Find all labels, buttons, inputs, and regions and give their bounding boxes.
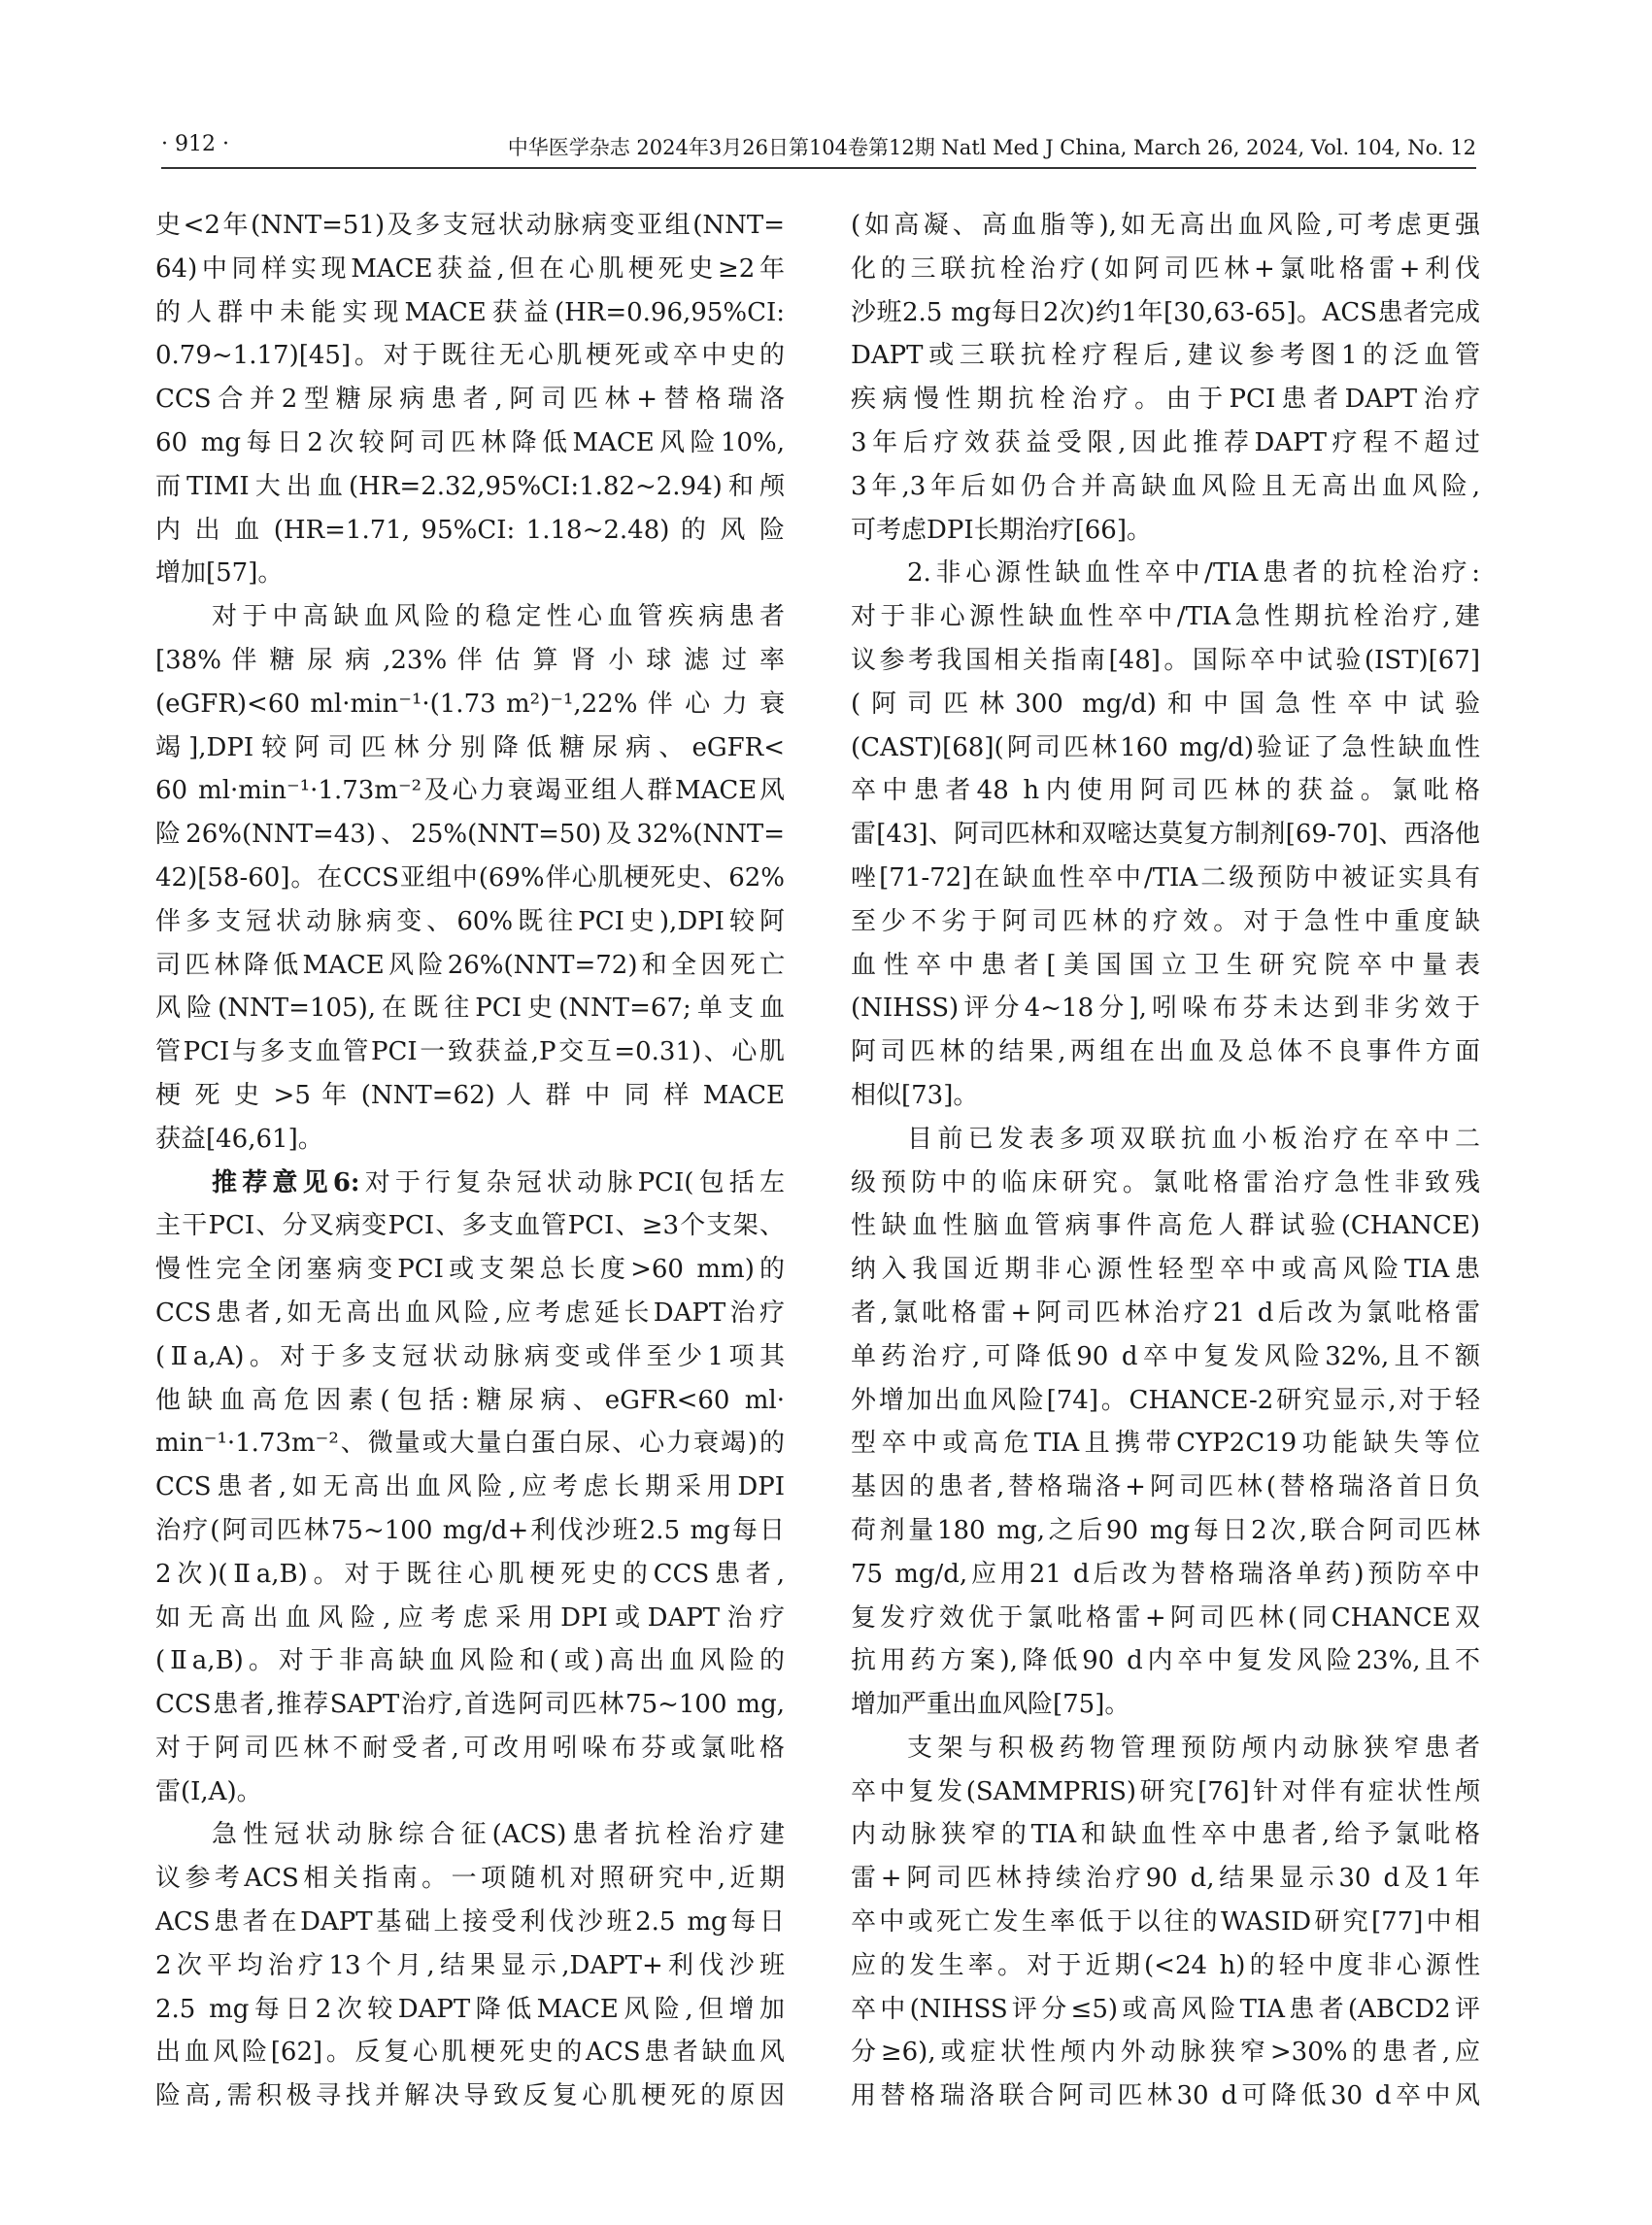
text-line: (阿司匹林300 mg/d)和中国急性卒中试验	[851, 689, 1480, 719]
text-line: 梗 死 史 >5 年 (NNT=62) 人 群 中 同 样 MACE	[155, 1080, 785, 1110]
text-line: 增加[57]。	[155, 558, 284, 589]
text-line: 内动脉狭窄的TIA和缺血性卒中患者,给予氯吡格	[851, 1820, 1480, 1850]
text-line: 史<2年(NNT=51)及多支冠状动脉病变亚组(NNT=	[155, 211, 785, 240]
text-line: 阿司匹林的结果,两组在出血及总体不良事件方面	[851, 1037, 1480, 1067]
right-column	[851, 204, 1480, 2118]
text-line: 如无高出血风险,应考虑采用DPI或DAPT治疗	[155, 1602, 785, 1633]
text-line: 疾病慢性期抗栓治疗。由于PCI患者DAPT治疗	[851, 385, 1480, 415]
text-line: 内 出 血 (HR=1.71, 95%CI: 1.18~2.48) 的 风 险	[155, 515, 785, 545]
text-line: 推荐意见6:对于行复杂冠状动脉PCI(包括左	[212, 1167, 785, 1197]
text-line: 荷剂量180 mg,之后90 mg每日2次,联合阿司匹林	[851, 1515, 1480, 1545]
text-line: 卒中患者48 h内使用阿司匹林的获益。氯吡格	[851, 776, 1480, 806]
text-line: 3年后疗效获益受限,因此推荐DAPT疗程不超过	[851, 427, 1480, 457]
text-line: 可考虑DPI长期治疗[66]。	[851, 515, 1152, 545]
text-line: 基因的患者,替格瑞洛+阿司匹林(替格瑞洛首日负	[851, 1472, 1480, 1502]
text-line: 分≥6),或症状性颅内外动脉狭窄>30%的患者,应	[851, 2038, 1480, 2068]
text-line: 而TIMI大出血(HR=2.32,95%CI:1.82~2.94)和颅	[155, 471, 785, 501]
text-line: 复发疗效优于氯吡格雷+阿司匹林(同CHANCE双	[851, 1602, 1480, 1633]
text-line: (Ⅱa,B)。对于非高缺血风险和(或)高出血风险的	[155, 1646, 785, 1676]
text-line: 应的发生率。对于近期(<24 h)的轻中度非心源性	[851, 1950, 1480, 1980]
text-line: CCS合并2型糖尿病患者,阿司匹林+替格瑞洛	[155, 385, 785, 415]
text-line: 主干PCI、分叉病变PCI、多支血管PCI、≥3个支架、	[155, 1211, 785, 1241]
text-line: 雷[43]、阿司匹林和双嘧达莫复方制剂[69-70]、西洛他	[851, 820, 1480, 850]
text-line: 42)[58-60]。在CCS亚组中(69%伴心肌梗死史、62%	[155, 862, 785, 893]
text-line: 风险(NNT=105),在既往PCI史(NNT=67;单支血	[155, 994, 785, 1024]
text-line: 雷+阿司匹林持续治疗90 d,结果显示30 d及1年	[851, 1864, 1480, 1894]
running-head: 中华医学杂志 2024年3月26日第104卷第12期 Natl Med J China, March 26, 2024, Vol. 104, No. 12	[507, 136, 1476, 159]
text-line: 2.5 mg每日2次较DAPT降低MACE风险,但增加	[155, 1994, 785, 2024]
text-line: 急性冠状动脉综合征(ACS)患者抗栓治疗建	[212, 1820, 785, 1850]
text-line: 对于阿司匹林不耐受者,可改用吲哚布芬或氯吡格	[155, 1733, 785, 1763]
text-line: 64)中同样实现MACE获益,但在心肌梗死史≥2年	[155, 253, 785, 284]
text-line: 3年,3年后如仍合并高缺血风险且无高出血风险,	[851, 471, 1480, 501]
text-line: ACS患者在DAPT基础上接受利伐沙班2.5 mg每日	[155, 1907, 785, 1938]
text-line: 他缺血高危因素(包括:糖尿病、eGFR<60 ml·	[155, 1385, 785, 1415]
text-line: 卒中(NIHSS评分≤5)或高风险TIA患者(ABCD2评	[851, 1994, 1480, 2024]
text-line: 目前已发表多项双联抗血小板治疗在卒中二	[907, 1124, 1480, 1154]
text-line: 2次平均治疗13个月,结果显示,DAPT+利伐沙班	[155, 1950, 785, 1980]
text-line: (NIHSS)评分4~18分],吲哚布芬未达到非劣效于	[851, 994, 1480, 1024]
page-header	[161, 132, 1476, 163]
text-line: 0.79~1.17)[45]。对于既往无心肌梗死或卒中史的	[155, 341, 785, 371]
text-line: CCS患者,如无高出血风险,应考虑长期采用DPI	[155, 1472, 785, 1502]
text-line: 外增加出血风险[74]。CHANCE-2研究显示,对于轻	[851, 1385, 1480, 1415]
text-line: 管PCI与多支血管PCI一致获益,P交互=0.31)、心肌	[155, 1037, 785, 1067]
text-line: (如高凝、高血脂等),如无高出血风险,可考虑更强	[851, 211, 1480, 240]
text-line: 对于中高缺血风险的稳定性心血管疾病患者	[212, 602, 785, 632]
text-line: (eGFR)<60 ml·min⁻¹·(1.73 m²)⁻¹,22% 伴 心 力 衰	[155, 689, 785, 719]
text-line: 型卒中或高危TIA且携带CYP2C19功能缺失等位	[851, 1429, 1480, 1459]
text-line: 司匹林降低MACE风险26%(NNT=72)和全因死亡	[155, 950, 785, 980]
text-line: 支架与积极药物管理预防颅内动脉狭窄患者	[907, 1733, 1480, 1763]
text-line: 的人群中未能实现MACE获益(HR=0.96,95%CI:	[155, 297, 785, 327]
text-line: 议参考ACS相关指南。一项随机对照研究中,近期	[155, 1864, 785, 1894]
text-line: 对于非心源性缺血性卒中/TIA急性期抗栓治疗,建	[851, 602, 1480, 632]
text-line: CCS患者,如无高出血风险,应考虑延长DAPT治疗	[155, 1298, 785, 1328]
text-line: 卒中复发(SAMMPRIS)研究[76]针对伴有症状性颅	[851, 1776, 1480, 1806]
text-line: 唑[71-72]在缺血性卒中/TIA二级预防中被证实具有	[851, 862, 1480, 893]
text-line: 治疗(阿司匹林75~100 mg/d+利伐沙班2.5 mg每日	[155, 1515, 785, 1545]
text-line: DAPT或三联抗栓疗程后,建议参考图1的泛血管	[851, 341, 1480, 371]
text-line: 60 ml·min⁻¹·1.73m⁻²及心力衰竭亚组人群MACE风	[155, 776, 785, 806]
text-line: 卒中或死亡发生率低于以往的WASID研究[77]中相	[851, 1907, 1480, 1938]
text-line: 用替格瑞洛联合阿司匹林30 d可降低30 d卒中风	[851, 2081, 1480, 2111]
text-line: [38% 伴 糖 尿 病 ,23% 伴 估 算 肾 小 球 滤 过 率	[155, 645, 785, 675]
text-line: 纳入我国近期非心源性轻型卒中或高风险TIA患	[851, 1255, 1480, 1285]
text-line: 议参考我国相关指南[48]。国际卒中试验(IST)[67]	[851, 645, 1480, 675]
text-line: 级预防中的临床研究。氯吡格雷治疗急性非致残	[851, 1167, 1480, 1197]
text-line: 出血风险[62]。反复心肌梗死史的ACS患者缺血风	[155, 2038, 785, 2068]
text-line: 增加严重出血风险[75]。	[851, 1690, 1130, 1720]
text-line: 慢性完全闭塞病变PCI或支架总长度>60 mm)的	[155, 1255, 785, 1285]
text-line: 获益[46,61]。	[155, 1124, 323, 1154]
text-line: 者,氯吡格雷+阿司匹林治疗21 d后改为氯吡格雷	[851, 1298, 1480, 1328]
text-line: 沙班2.5 mg每日2次)约1年[30,63-65]。ACS患者完成	[851, 297, 1480, 327]
text-line: 血性卒中患者[美国国立卫生研究院卒中量表	[851, 950, 1480, 980]
page-number: · 912 ·	[161, 132, 229, 156]
text-line: (CAST)[68](阿司匹林160 mg/d)验证了急性缺血性	[851, 732, 1480, 762]
text-line: 险高,需积极寻找并解决导致反复心肌梗死的原因	[155, 2081, 785, 2111]
text-line: 2.非心源性缺血性卒中/TIA患者的抗栓治疗:	[907, 558, 1480, 589]
text-line: (Ⅱa,A)。对于多支冠状动脉病变或伴至少1项其	[155, 1341, 785, 1371]
text-line: 75 mg/d,应用21 d后改为替格瑞洛单药)预防卒中	[851, 1559, 1480, 1589]
text-line: 相似[73]。	[851, 1080, 979, 1110]
text-line: 至少不劣于阿司匹林的疗效。对于急性中重度缺	[851, 906, 1480, 936]
text-line: 性缺血性脑血管病事件高危人群试验(CHANCE)	[851, 1211, 1480, 1241]
header-rule	[161, 167, 1476, 169]
text-line: CCS患者,推荐SAPT治疗,首选阿司匹林75~100 mg,	[155, 1690, 785, 1720]
text-line: 雷(Ⅰ,A)。	[155, 1776, 262, 1806]
left-column	[155, 204, 785, 2118]
text-line: 化的三联抗栓治疗(如阿司匹林+氯吡格雷+利伐	[851, 253, 1480, 284]
text-line: 60 mg每日2次较阿司匹林降低MACE风险10%,	[155, 427, 785, 457]
text-line: 单药治疗,可降低90 d卒中复发风险32%,且不额	[851, 1341, 1480, 1371]
text-line: min⁻¹·1.73m⁻²、微量或大量白蛋白尿、心力衰竭)的	[155, 1429, 785, 1459]
text-line: 伴多支冠状动脉病变、60%既往PCI史),DPI较阿	[155, 906, 785, 936]
text-line: 险26%(NNT=43)、25%(NNT=50)及32%(NNT=	[155, 820, 785, 850]
text-line: 抗用药方案),降低90 d内卒中复发风险23%,且不	[851, 1646, 1480, 1676]
text-line: 2次)(Ⅱa,B)。对于既往心肌梗死史的CCS患者,	[155, 1559, 785, 1589]
text-line: 竭],DPI较阿司匹林分别降低糖尿病、eGFR<	[155, 732, 785, 762]
